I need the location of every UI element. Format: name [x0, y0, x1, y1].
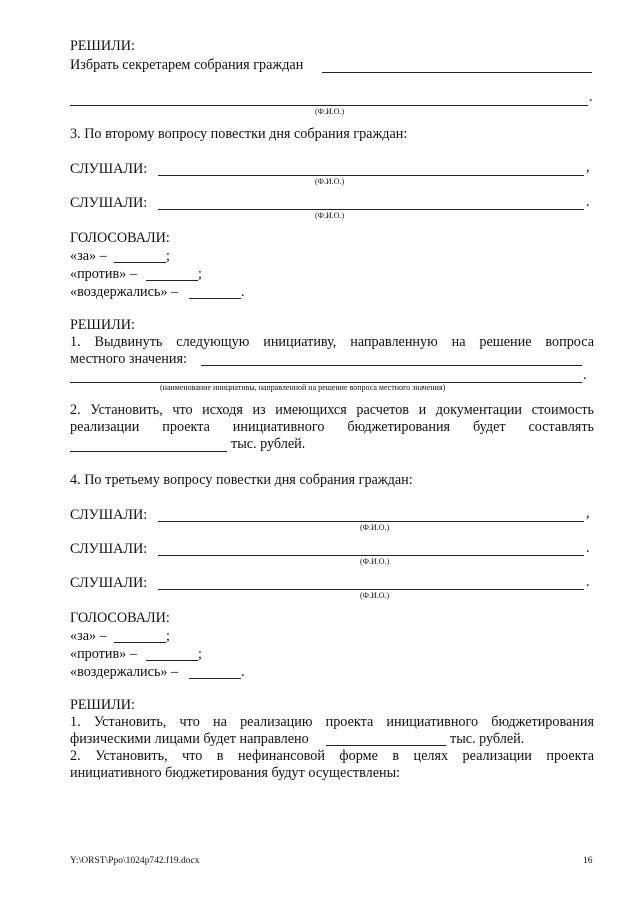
- heard-fill-line: [158, 589, 584, 590]
- section-4-title: 4. По третьему вопросу повестки дня собрания граждан:: [70, 472, 413, 488]
- footer-file-path: Y:\ORST\Ppo\1024p742.f19.docx: [70, 856, 200, 866]
- section-3-title: 3. По второму вопросу повестки дня собрания граждан:: [70, 126, 408, 142]
- initiative-fill-line: [201, 365, 582, 366]
- nonfinancial-text-line2: инициативного бюджетирования будут осуществлены:: [70, 765, 401, 781]
- cost-suffix: тыс. рублей.: [231, 436, 306, 452]
- vote-against-line: [146, 280, 198, 281]
- fio-caption: (Ф.И.О.): [315, 177, 345, 186]
- fio-caption: (Ф.И.О.): [315, 107, 345, 116]
- decided-heading-2: РЕШИЛИ:: [70, 317, 135, 333]
- heard-label: СЛУШАЛИ:: [70, 575, 148, 591]
- punct: .: [241, 284, 245, 300]
- initiative-text-line2: местного значения:: [70, 351, 187, 367]
- heard-fill-line: [158, 209, 584, 210]
- secretary-fill-line: [322, 72, 592, 73]
- vote-for-line: [114, 262, 166, 263]
- fio-caption: (Ф.И.О.): [360, 591, 390, 600]
- heard-label: СЛУШАЛИ:: [70, 507, 148, 523]
- punct: .: [583, 367, 587, 383]
- vote-abstained-label: «воздержались» –: [70, 664, 179, 680]
- initiative-text-line1: 1. Выдвинуть следующую инициативу, направленную на решение вопроса: [70, 334, 594, 350]
- punct: ,: [586, 159, 590, 175]
- vote-against-line: [146, 660, 198, 661]
- footer-page-number: 16: [583, 856, 593, 866]
- fio-caption: (Ф.И.О.): [360, 523, 390, 532]
- nonfinancial-text-line1: 2. Установить, что в нефинансовой форме в целях реализации проекта: [70, 748, 594, 764]
- heard-label: СЛУШАЛИ:: [70, 161, 148, 177]
- heard-fill-line: [158, 555, 584, 556]
- heard-label: СЛУШАЛИ:: [70, 195, 148, 211]
- vote-for-label: «за» –: [70, 628, 107, 644]
- funding-suffix: тыс. рублей.: [450, 731, 525, 747]
- heard-label: СЛУШАЛИ:: [70, 541, 148, 557]
- punct: ;: [166, 628, 170, 644]
- vote-for-line: [114, 642, 166, 643]
- heard-fill-line: [158, 521, 584, 522]
- initiative-caption: (наименование инициативы, направленной на решение вопроса местного значения): [160, 383, 446, 392]
- vote-abstained-line: [189, 678, 241, 679]
- decided-heading-3: РЕШИЛИ:: [70, 697, 135, 713]
- vote-abstained-label: «воздержались» –: [70, 284, 179, 300]
- fio-caption: (Ф.И.О.): [360, 557, 390, 566]
- vote-for-label: «за» –: [70, 248, 107, 264]
- punct: ,: [586, 505, 590, 521]
- punct: ;: [198, 266, 202, 282]
- punct: ;: [198, 646, 202, 662]
- secretary-label: Избрать секретарем собрания граждан: [70, 57, 304, 73]
- vote-against-label: «против» –: [70, 646, 137, 662]
- voted-label: ГОЛОСОВАЛИ:: [70, 610, 170, 626]
- punct: .: [589, 89, 593, 105]
- punct: .: [586, 540, 590, 556]
- decided-heading-1: РЕШИЛИ:: [70, 38, 135, 54]
- punct: .: [586, 574, 590, 590]
- vote-abstained-line: [189, 298, 241, 299]
- punct: .: [241, 664, 245, 680]
- voted-label: ГОЛОСОВАЛИ:: [70, 230, 170, 246]
- cost-text-line1: 2. Установить, что исходя из имеющихся расчетов и документации стоимость: [70, 402, 594, 418]
- funding-fill-line: [326, 745, 446, 746]
- fio-caption: (Ф.И.О.): [315, 211, 345, 220]
- funding-text-line1: 1. Установить, что на реализацию проекта инициативного бюджетирования: [70, 714, 594, 730]
- heard-fill-line: [158, 175, 584, 176]
- secretary-fio-line: [70, 105, 588, 106]
- cost-fill-line: [70, 451, 227, 452]
- punct: .: [586, 194, 590, 210]
- vote-against-label: «против» –: [70, 266, 137, 282]
- cost-text-line2: реализации проекта инициативного бюджетирования будет составлять: [70, 419, 594, 435]
- punct: ;: [166, 248, 170, 264]
- funding-text-line2: физическими лицами будет направлено: [70, 731, 309, 747]
